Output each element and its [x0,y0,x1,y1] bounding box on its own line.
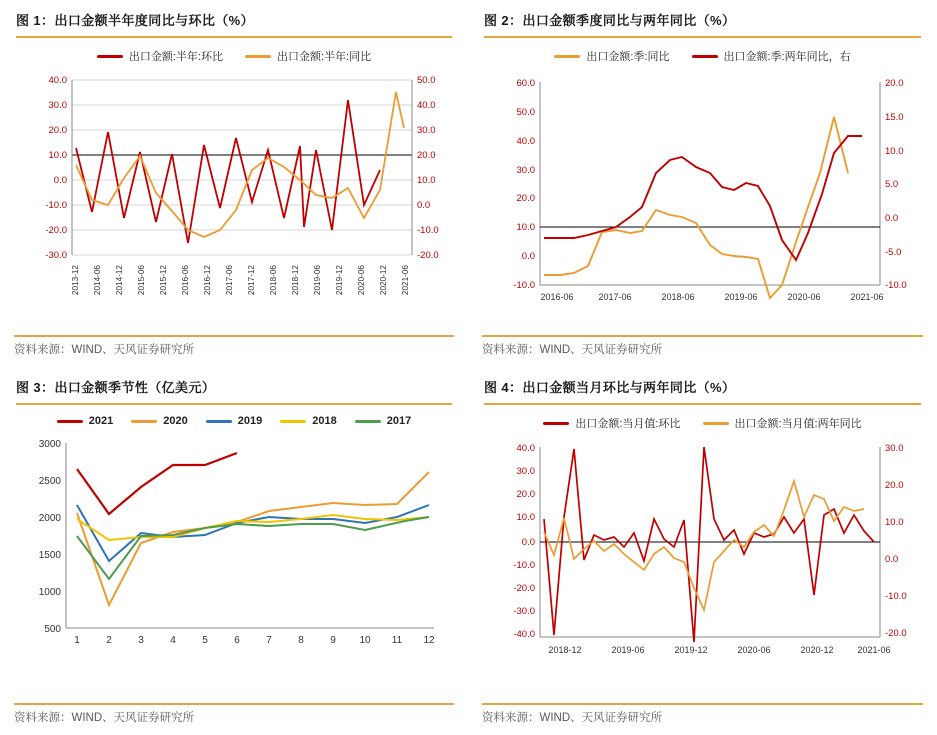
legend-label: 出口金额:季:同比 [586,51,670,63]
legend-swatch [97,55,123,58]
gridlines [72,80,412,255]
figure-4-title: 图 4：出口金额当月环比与两年同比（%） [484,380,736,395]
svg-text:11: 11 [391,635,403,646]
svg-text:-20.0: -20.0 [885,628,907,639]
svg-text:-10.0: -10.0 [513,560,535,571]
svg-text:1: 1 [74,635,80,646]
svg-text:10.0: 10.0 [885,146,904,157]
legend-label: 出口金额:半年:环比 [128,51,223,63]
svg-text:20.0: 20.0 [885,78,904,89]
figure-3-title: 图 3：出口金额季节性（亿美元） [16,380,216,395]
figure-4-chart [482,437,923,667]
figure-panel-2 [468,0,937,367]
legend-swatch [57,420,83,423]
svg-text:2020-06: 2020-06 [737,645,771,655]
legend-label: 2017 [386,415,412,427]
figure-4-legend [482,415,923,431]
svg-text:2019-12: 2019-12 [674,645,708,655]
series-line-2017 [77,517,429,579]
svg-text:2: 2 [106,635,112,646]
legend-item [554,48,669,64]
svg-text:30.0: 30.0 [516,466,535,477]
svg-text:500: 500 [44,624,61,635]
svg-text:2020-12: 2020-12 [800,645,834,655]
chart-svg-4 [482,437,922,667]
svg-text:-10.0: -10.0 [885,591,907,602]
svg-text:-5.0: -5.0 [885,247,902,258]
legend-swatch [131,420,157,423]
figure-1-title: 图 1：出口金额半年度同比与环比（%） [16,13,255,28]
figure-1-chart [14,70,454,310]
svg-text:8: 8 [298,635,304,646]
legend-item [703,415,862,431]
svg-text:4: 4 [170,635,176,646]
svg-text:40.0: 40.0 [417,100,436,111]
svg-text:40.0: 40.0 [516,136,535,147]
svg-text:2021-06: 2021-06 [850,292,884,302]
svg-text:2019-06: 2019-06 [313,265,322,296]
svg-text:5.0: 5.0 [885,179,899,190]
svg-text:20.0: 20.0 [516,489,535,500]
source-divider-1 [14,335,454,337]
svg-text:10.0: 10.0 [516,512,535,523]
svg-text:0.0: 0.0 [885,213,899,224]
svg-text:-20.0: -20.0 [417,250,439,261]
y-axis-right-labels [885,78,907,291]
legend-item [245,48,371,64]
y-axis-labels-3 [39,439,62,635]
series-line-huanbi [76,100,380,243]
legend-label: 出口金额:当月值:两年同比 [734,418,862,430]
title-divider-4 [484,403,921,405]
series-line-2021 [77,453,237,514]
legend-item [355,415,411,427]
svg-text:2018-12: 2018-12 [548,645,582,655]
legend-swatch [692,55,718,58]
svg-text:2500: 2500 [38,476,61,487]
legend-item [543,415,680,431]
x-axis-labels-2 [540,292,883,302]
svg-text:0.0: 0.0 [53,175,67,186]
svg-text:0.0: 0.0 [521,251,535,262]
svg-text:3000: 3000 [38,439,61,450]
svg-text:2017-06: 2017-06 [598,292,632,302]
legend-swatch [355,420,381,423]
svg-text:30.0: 30.0 [885,443,904,454]
svg-text:2014-06: 2014-06 [93,265,102,296]
svg-text:2021-06: 2021-06 [857,645,891,655]
legend-swatch [543,422,569,425]
figure-4-source: 资料来源：WIND、天风证券研究所 [482,712,663,724]
y-axis-left-labels [513,443,535,640]
source-divider-3 [14,703,454,705]
legend-label: 2019 [237,415,263,427]
source-divider-4 [482,703,923,705]
legend-item [692,48,851,64]
svg-text:-10.0: -10.0 [513,280,535,291]
figure-2-legend [482,48,923,64]
legend-item [280,415,336,427]
legend-swatch [280,420,306,423]
svg-text:15.0: 15.0 [885,112,904,123]
svg-text:9: 9 [330,635,336,646]
svg-text:5: 5 [202,635,208,646]
series-line-tongbi [544,117,848,298]
svg-text:2019-06: 2019-06 [724,292,758,302]
svg-text:1000: 1000 [38,587,61,598]
svg-text:0.0: 0.0 [885,554,899,565]
svg-text:-20.0: -20.0 [45,225,67,236]
series-line-2yr [544,481,864,610]
svg-text:2016-06: 2016-06 [540,292,574,302]
legend-item [57,415,113,427]
svg-text:10.0: 10.0 [516,222,535,233]
svg-text:1500: 1500 [38,550,61,561]
figure-panel-3 [0,367,468,735]
figure-panel-1 [0,0,468,367]
figure-2-chart [482,70,923,310]
y-axis-left-labels [45,75,67,261]
svg-text:7: 7 [266,635,272,646]
svg-text:60.0: 60.0 [516,78,535,89]
figure-2-source: 资料来源：WIND、天风证券研究所 [482,344,663,356]
y-axis-right-labels [417,75,439,261]
x-axis-labels-1 [71,265,410,295]
svg-text:-10.0: -10.0 [417,225,439,236]
svg-text:2000: 2000 [38,513,61,524]
svg-text:30.0: 30.0 [516,165,535,176]
figure-1-source: 资料来源：WIND、天风证券研究所 [14,344,195,356]
svg-text:2015-12: 2015-12 [159,265,168,296]
chart-svg-3 [14,433,454,663]
svg-text:50.0: 50.0 [516,107,535,118]
svg-text:2016-12: 2016-12 [203,265,212,296]
svg-text:-10.0: -10.0 [45,200,67,211]
svg-text:12: 12 [423,635,435,646]
svg-text:2019-06: 2019-06 [611,645,645,655]
figure-3-chart [14,433,454,663]
x-axis-labels-3 [74,635,435,646]
svg-text:50.0: 50.0 [417,75,436,86]
svg-text:2020-12: 2020-12 [379,265,388,296]
svg-text:40.0: 40.0 [516,443,535,454]
legend-item [131,415,187,427]
svg-text:-20.0: -20.0 [513,583,535,594]
x-axis-labels-4 [548,645,890,655]
chart-svg-2 [482,70,922,310]
legend-label: 2021 [88,415,114,427]
svg-text:-40.0: -40.0 [513,629,535,640]
series-line-huanbi [544,447,874,642]
figure-1-legend [14,48,454,64]
svg-text:0.0: 0.0 [521,537,535,548]
svg-text:2017-06: 2017-06 [225,265,234,296]
svg-text:2018-06: 2018-06 [269,265,278,296]
svg-text:30.0: 30.0 [48,100,67,111]
svg-text:3: 3 [138,635,144,646]
svg-text:2020-06: 2020-06 [357,265,366,296]
svg-text:30.0: 30.0 [417,125,436,136]
series-line-2yr [544,136,862,260]
svg-text:10.0: 10.0 [417,175,436,186]
source-divider-2 [482,335,923,337]
legend-swatch [703,422,729,425]
svg-text:-30.0: -30.0 [45,250,67,261]
title-divider-3 [16,403,452,405]
figure-3-legend [14,415,454,427]
svg-text:20.0: 20.0 [885,480,904,491]
legend-label: 出口金额:当月值:环比 [575,418,681,430]
svg-text:2021-06: 2021-06 [401,265,410,296]
legend-label: 2018 [312,415,337,427]
svg-text:10.0: 10.0 [885,517,904,528]
svg-text:2020-06: 2020-06 [787,292,821,302]
legend-swatch [206,420,232,423]
chart-svg-1 [14,70,454,310]
svg-text:0.0: 0.0 [417,200,431,211]
svg-text:-10.0: -10.0 [885,280,907,291]
legend-swatch [245,55,271,58]
svg-text:2018-06: 2018-06 [661,292,695,302]
svg-text:2017-12: 2017-12 [247,265,256,296]
figure-panel-4 [468,367,937,735]
legend-label: 2020 [163,415,188,427]
title-divider-1 [16,36,452,38]
y-axis-left-labels [513,78,535,291]
svg-text:-30.0: -30.0 [513,606,535,617]
legend-item [97,48,223,64]
svg-text:10.0: 10.0 [48,150,67,161]
svg-text:2013-12: 2013-12 [71,265,80,296]
legend-swatch [554,55,580,58]
svg-text:2018-12: 2018-12 [291,265,300,296]
svg-text:20.0: 20.0 [417,150,436,161]
svg-text:6: 6 [234,635,240,646]
legend-item [206,415,262,427]
figure-2-title: 图 2：出口金额季度同比与两年同比（%） [484,13,736,28]
figure-3-source: 资料来源：WIND、天风证券研究所 [14,712,195,724]
svg-text:20.0: 20.0 [516,193,535,204]
title-divider-2 [484,36,921,38]
svg-text:2015-06: 2015-06 [137,265,146,296]
svg-text:10: 10 [359,635,371,646]
legend-label: 出口金额:半年:同比 [277,51,372,63]
legend-label: 出口金额:季:两年同比，右 [723,51,851,63]
svg-text:2016-06: 2016-06 [181,265,190,296]
svg-text:20.0: 20.0 [48,125,67,136]
svg-text:40.0: 40.0 [48,75,67,86]
svg-text:2019-12: 2019-12 [335,265,344,296]
y-axis-right-labels [885,443,907,639]
svg-text:2014-12: 2014-12 [115,265,124,296]
